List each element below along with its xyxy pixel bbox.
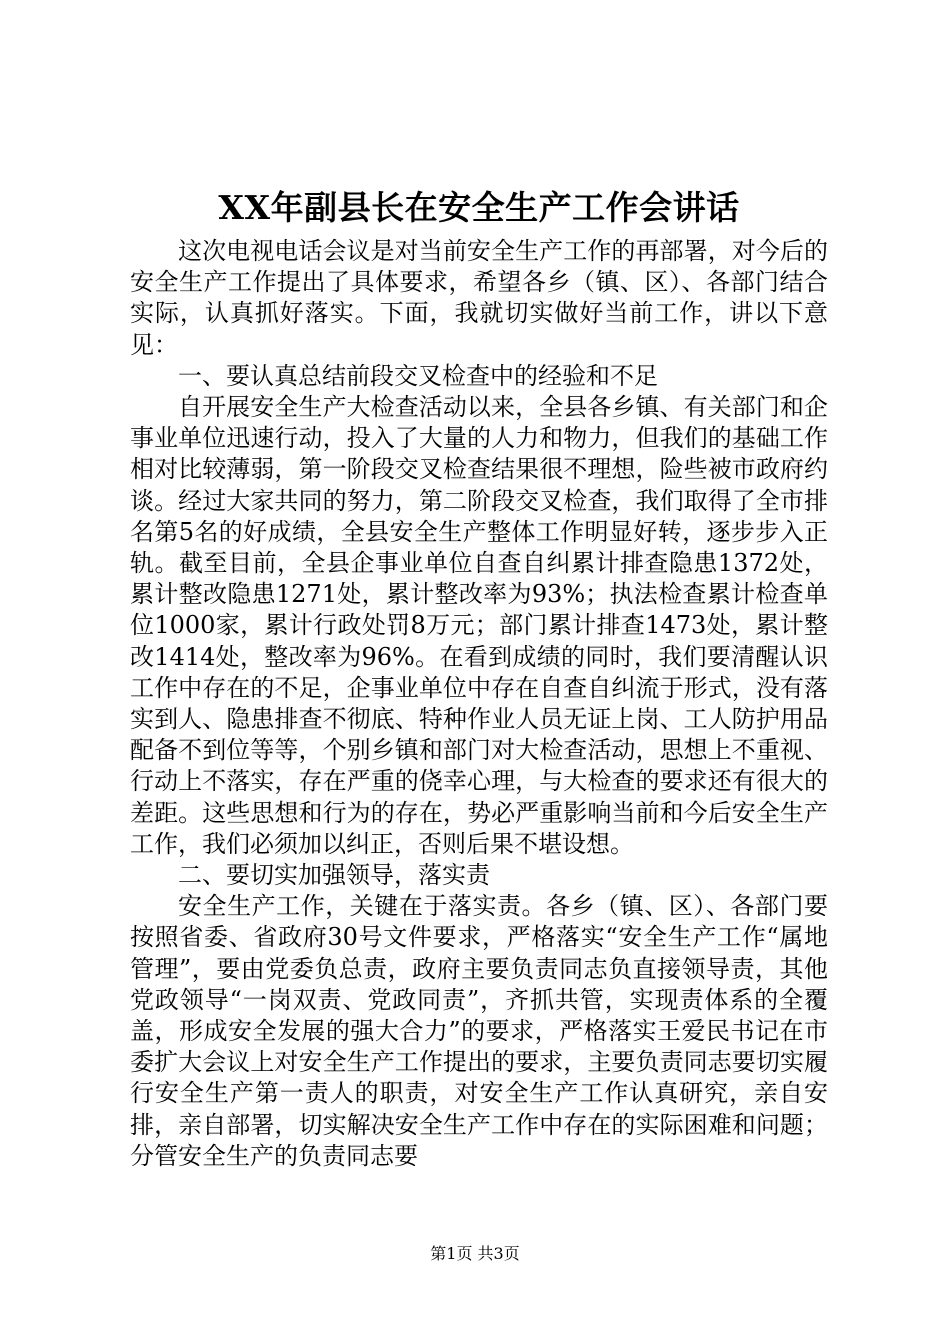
document-page xyxy=(130,186,828,1172)
page-footer: 第1页 共3页 xyxy=(430,1244,520,1263)
section-1-paragraph: 自开展安全生产大检查活动以来，全县各乡镇、有关部门和企事业单位迅速行动，投入了大量的人力和物力，但我们的基础工作相对比较薄弱，第一阶段交叉检查结果很不理想，险些被市政府约谈。经过大家共同的努力，第二阶段交叉检查，我们取得了全市排名第5名的好成绩，全县安全生产整体工作明显好转，逐步步入正轨。截至目前，全县企事业单位自查自纠累计排查隐患1372处，累计整改隐患1271处，累计整改率为93%；执法检查累计检查单位1000家，累计行政处罚8万元；部门累计排查1473处，累计整改1414处，整改率为96%。在看到成绩的同时，我们要清醒认识工作中存在的不足，企事业单位中存在自查自纠流于形式，没有落实到人、隐患排查不彻底、特种作业人员无证上岗、工人防护用品配备不到位等等，个别乡镇和部门对大检查活动，思想上不重视、行动上不落实，存在严重的侥幸心理，与大检查的要求还有很大的差距。这些思想和行为的存在，势必严重影响当前和今后安全生产工作，我们必须加以纠正，否则后果不堪设想。 xyxy=(130,393,828,858)
section-heading-2: 二、要切实加强领导，落实责 xyxy=(178,861,490,890)
document-title: XX年副县长在安全生产工作会讲话 xyxy=(218,188,740,227)
section-heading-1: 一、要认真总结前段交叉检查中的经验和不足 xyxy=(178,361,658,390)
intro-paragraph: 这次电视电话会议是对当前安全生产工作的再部署，对今后的安全生产工作提出了具体要求，希望各乡（镇、区）、各部门结合实际，认真抓好落实。下面，我就切实做好当前工作，讲以下意见： xyxy=(130,237,828,359)
section-2-paragraph: 安全生产工作，关键在于落实责。各乡（镇、区）、各部门要按照省委、省政府30号文件要求，严格落实“安全生产工作“属地管理”，要由党委负总责，政府主要负责同志负直接领导责，其他党政领导“一岗双责、党政同责”，齐抓共管，实现责体系的全覆盖，形成安全发展的强大合力”的要求，严格落实王爱民书记在市委扩大会议上对安全生产工作提出的要求，主要负责同志要切实履行安全生产第一责人的职责，对安全生产工作认真研究，亲自安排，亲自部署，切实解决安全生产工作中存在的实际困难和问题；分管安全生产的负责同志要 xyxy=(130,892,828,1170)
